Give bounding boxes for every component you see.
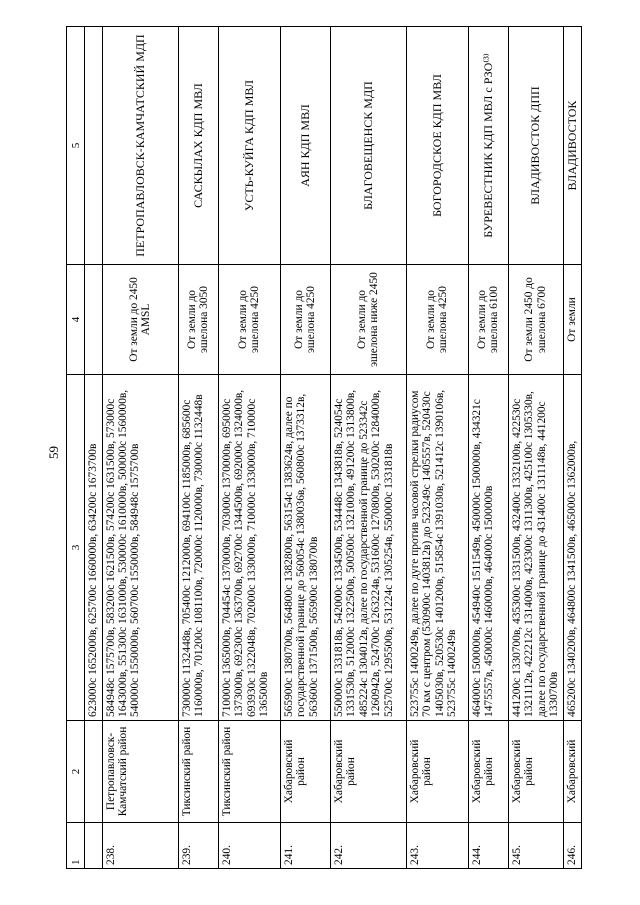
header-cell-3: 3: [67, 375, 85, 721]
row-number: 238.: [102, 823, 178, 869]
district-cell: Хабаровский район: [508, 721, 563, 823]
row-number: 242.: [330, 823, 406, 869]
coordinates-cell: 565900с 1380700в, 564800с 1382800в, 563154с 1383624в, далее по государственной границе до 560054с 1380036в, 560800с 1373312в, 563600с 1371500в, 565900с 1380700в: [280, 375, 330, 721]
altitude-cell: От земли до эшелона 6100: [468, 265, 508, 375]
continuation-empty-1: [85, 823, 103, 869]
district-cell: Хабаровский район: [468, 721, 508, 823]
coordinates-cell: 523755с 1400249в, далее по дуге против часовой стрелки радиусом 70 км с центром (530900с 1403812в) до 523249с 1405557в, 520430с 1405030в, 520530с 1401200в, 515854с 1391030в, 521412с 1390106в, 523755с 1400249в: [406, 375, 468, 721]
unit-name-cell: САСКЫЛАХ КДП МВЛ: [178, 27, 218, 265]
altitude-cell: От земли до эшелона 4250: [406, 265, 468, 375]
district-cell: Хабаровский: [563, 721, 581, 823]
table-row: [468, 27, 508, 869]
row-number: 244.: [468, 823, 508, 869]
coordinates-cell: 710000с 1365000в, 704454с 1370000в, 703000с 1370000в, 695000с 1373000в, 692300с 1363700в, 692700с 1344500в, 692000с 1324000в, 693930с 1322048в, 702000с 1330000в, 710000с 1330000в, 710000с 1365000в: [218, 375, 280, 721]
district-cell: Хабаровский район: [330, 721, 406, 823]
table-row: [330, 27, 406, 869]
header-cell-5: 5: [67, 27, 85, 265]
table-row: [218, 27, 280, 869]
coordinates-cell: 550000с 1331818в, 542000с 1334500в, 534448с 1343818в, 524054с 1331530в, 512000с 1322500в, 500500с 1321000в, 491200с 1313800в, 485224с 1304012в, далее по государственной границе до 523342с 1260942в, 524700с 1263224в, 531600с 1270800в, 530200с 1284000в, 525700с 1295500в, 531224с 1305254в, 550000с 1331818в: [330, 375, 406, 721]
unit-name-cell: БЛАГОВЕЩЕНСК МДП: [330, 27, 406, 265]
coordinates-cell: 584948с 1575700в, 583200с 1621500в, 574200с 1631500в, 573000с 1643000в, 551300с 1631000в, 530000с 1610000в, 500000с 1560000в, 540000с 1550000в, 560700с 1550000в, 584948с 1575700в: [102, 375, 178, 721]
altitude-cell: От земли до эшелона 4250: [218, 265, 280, 375]
table-row: [102, 27, 178, 869]
altitude-cell: От земли до эшелона 4250: [280, 265, 330, 375]
district-cell: Тиксинский район: [218, 721, 280, 823]
altitude-cell: От земли до 2450 AMSL: [102, 265, 178, 375]
row-number: 239.: [178, 823, 218, 869]
row-number: 240.: [218, 823, 280, 869]
row-number: 246.: [563, 823, 581, 869]
airspace-table: [66, 26, 582, 869]
unit-name-cell: АЯН КДП МВЛ: [280, 27, 330, 265]
continuation-coords: 623000с 1652000в, 625700с 1660000в, 634200с 1673700в: [85, 375, 103, 721]
unit-name-cell: ПЕТРОПАВЛОВСК-КАМЧАТСКИЙ МДП: [102, 27, 178, 265]
table-row: [178, 27, 218, 869]
header-row: [67, 27, 85, 869]
table-row: [406, 27, 468, 869]
district-cell: Тиксинский район: [178, 721, 218, 823]
header-cell-2: 2: [67, 721, 85, 823]
table-row: [508, 27, 563, 869]
page-number: 59: [46, 446, 61, 459]
coordinates-cell: 464000с 1500000в, 454940с 1511549в, 450000с 1500000в, 434321с 1475557в, 450000с 1460000в, 464000с 1500000в: [468, 375, 508, 721]
district-cell: Хабаровский район: [406, 721, 468, 823]
continuation-empty-4: [85, 265, 103, 375]
header-cell-1: 1: [67, 823, 85, 869]
unit-name-cell: ВЛАДИВОСТОК ДПП: [508, 27, 563, 265]
continuation-empty-5: [85, 27, 103, 265]
altitude-cell: От земли до эшелона 3050: [178, 265, 218, 375]
unit-name-cell: БУРЕВЕСТНИК КДП МВЛ с РЗО⁽³⁾: [468, 27, 508, 265]
altitude-cell: От земли 2450 до эшелона 6700: [508, 265, 563, 375]
coordinates-cell: 441200с 1330700в, 435300с 1331500в, 432400с 1332100в, 422530с 1321112в, 422212с 1314000в, 423300с 1311300в, 425100с 1305330в, далее по государственной границе до 431400с 1311148в, 441200с 1330700в: [508, 375, 563, 721]
district-cell: Петропавловск-Камчатский район: [102, 721, 178, 823]
continuation-empty-2: [85, 721, 103, 823]
continuation-row: [85, 27, 103, 869]
table-row: [563, 27, 581, 869]
row-number: 243.: [406, 823, 468, 869]
table-row: [280, 27, 330, 869]
coordinates-cell: 730000с 1132448в, 705400с 1212000в, 694100с 1185000в, 685600с 1160000в, 701200с 1081100в, 720000с 1120000в, 730000с 1132448в: [178, 375, 218, 721]
altitude-cell: От земли до эшелона ниже 2450: [330, 265, 406, 375]
unit-name-cell: УСТЬ-КУЙГА КДП МВЛ: [218, 27, 280, 265]
header-cell-4: 4: [67, 265, 85, 375]
unit-name-cell: БОГОРОДСКОЕ КДП МВЛ: [406, 27, 468, 265]
district-cell: Хабаровский район: [280, 721, 330, 823]
altitude-cell: От земли: [563, 265, 581, 375]
coordinates-cell: 465200с 1340200в, 464800с 1341500в, 465000с 1362000в,: [563, 375, 581, 721]
row-number: 241.: [280, 823, 330, 869]
unit-name-cell: ВЛАДИВОСТОК: [563, 27, 581, 265]
row-number: 245.: [508, 823, 563, 869]
